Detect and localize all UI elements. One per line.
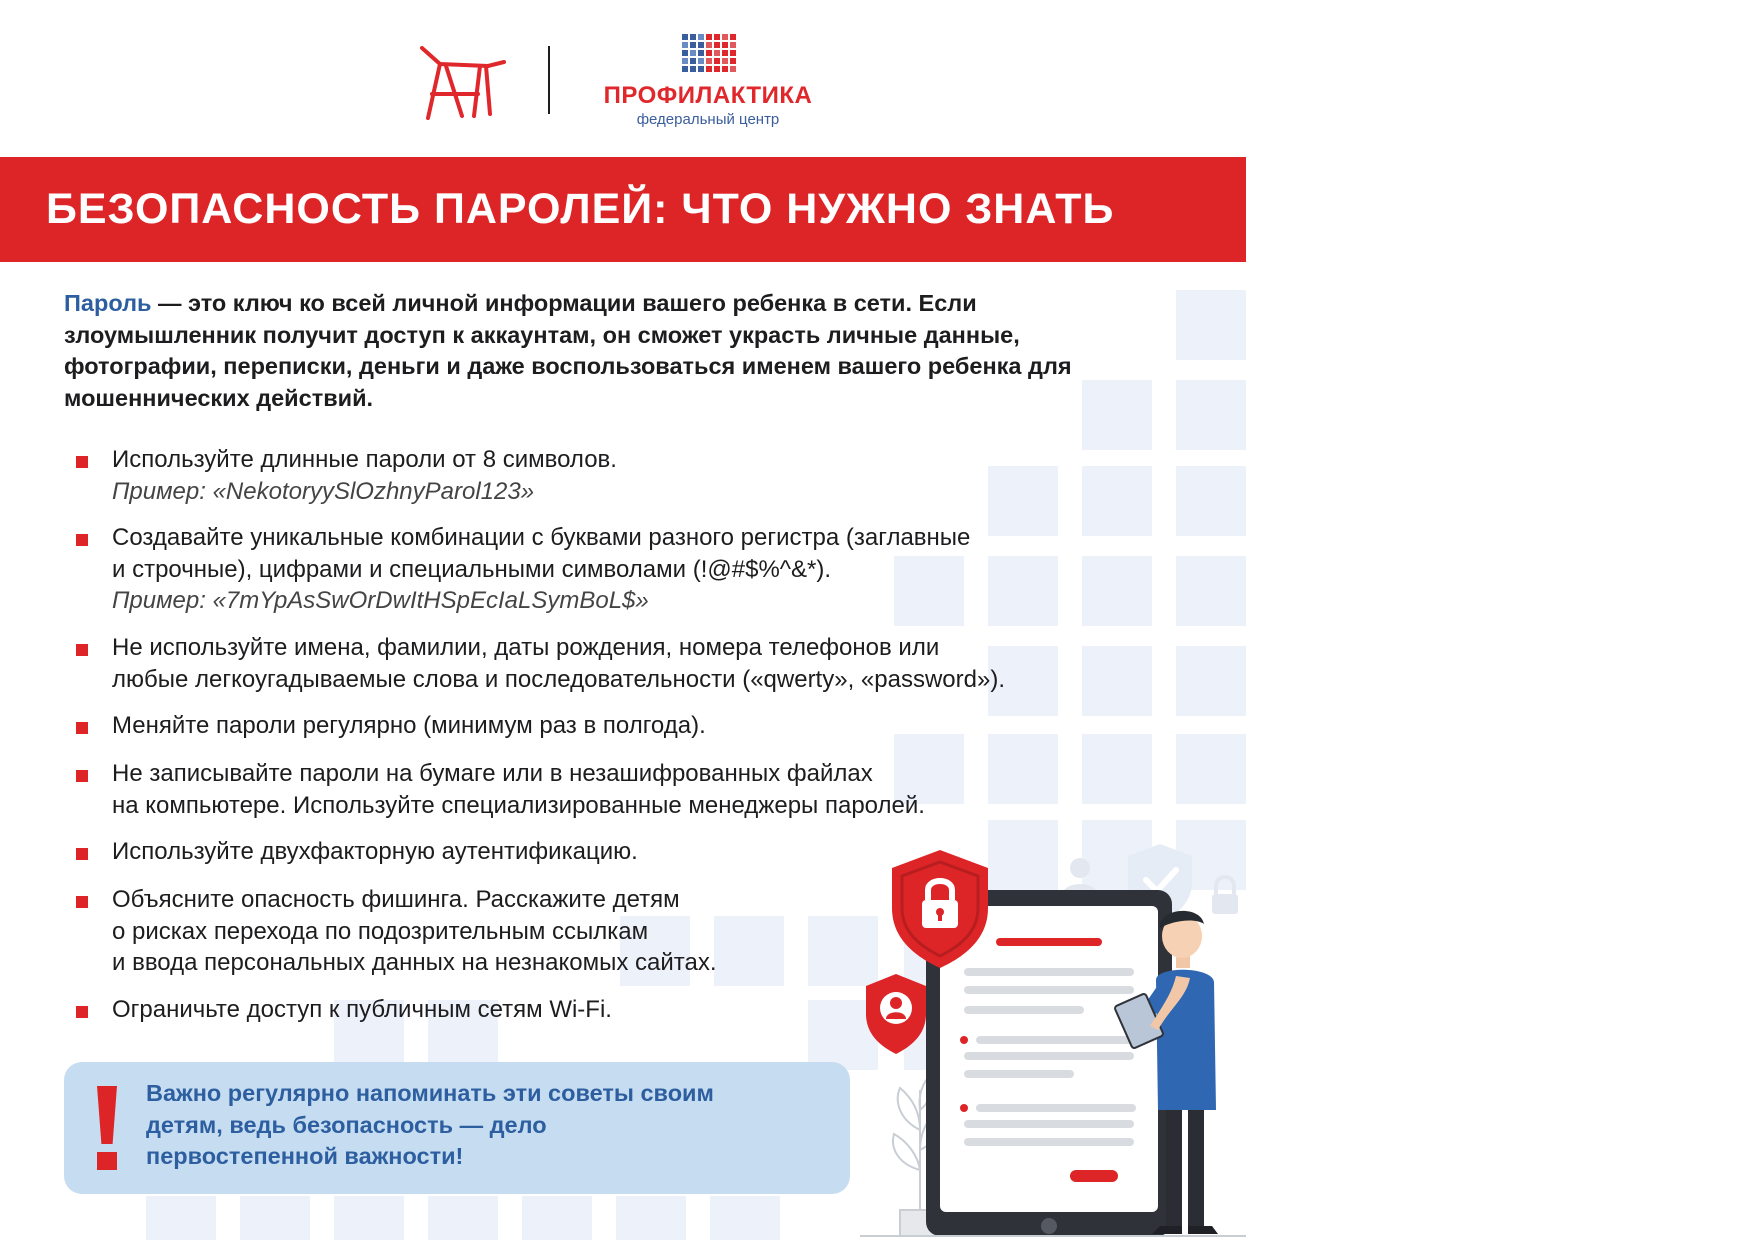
intro-text: — это ключ ко всей личной информации вашего ребенка в сети. Если злоумышленник получит доступ к аккаунтам, он сможет украсть личные данные, фотографии, переписки, деньги и даже воспользоваться именем вашего ребенка для мошеннических действий. <box>64 290 1072 411</box>
intro-paragraph <box>64 288 1174 414</box>
tip-text: Создавайте уникальные комбинации с буквами разного регистра (заглавные и строчные), цифрами и специальными символами (!@#$%^&*). <box>112 524 971 583</box>
tip-text: Объясните опасность фишинга. Расскажите детям о рисках перехода по подозрительным ссылкам и ввода персональных данных на незнакомых сайтах. <box>112 886 717 976</box>
tip-text: Не записывайте пароли на бумаге или в незашифрованных файлах на компьютере. Используйте специализированные менеджеры паролей. <box>112 760 925 819</box>
logo-subtitle: федеральный центр <box>636 111 780 128</box>
bullet-square <box>76 1006 88 1018</box>
bullet-square <box>76 534 88 546</box>
intro-keyword: Пароль <box>64 290 152 316</box>
bullet-square <box>76 722 88 734</box>
bullet-square <box>76 896 88 908</box>
page-title: БЕЗОПАСНОСТЬ ПАРОЛЕЙ: ЧТО НУЖНО ЗНАТЬ <box>46 185 1115 233</box>
shield-user-icon <box>866 974 926 1054</box>
bullet-square <box>76 770 88 782</box>
exclamation-icon <box>94 1086 120 1170</box>
bullet-square <box>76 848 88 860</box>
callout-text: Важно регулярно напоминать эти советы своим детям, ведь безопасность — дело первостепенной важности! <box>146 1080 714 1169</box>
horse-logo-icon <box>418 44 508 120</box>
tip-text: Используйте длинные пароли от 8 символов. <box>112 446 617 473</box>
profilaktika-grid-icon <box>682 34 736 72</box>
tip-example: Пример: «NekotoryySlOzhnyParol123» <box>112 477 535 505</box>
security-illustration <box>860 830 1246 1240</box>
logo-title: ПРОФИЛАКТИКА <box>603 82 813 109</box>
tip-example: Пример: «7mYpAsSwOrDwItHSpEcIaLSymBoL$» <box>112 587 649 614</box>
bullet-square <box>76 644 88 656</box>
tip-text: Используйте двухфакторную аутентификацию. <box>112 838 638 865</box>
tip-text: Ограничьте доступ к публичным сетям Wi-Fi. <box>112 996 612 1023</box>
lock-faint-icon <box>1212 877 1238 914</box>
logo-divider <box>548 46 550 114</box>
tip-text: Не используйте имена, фамилии, даты рождения, номера телефонов или любые легкоугадываемые слова и последовательности («qwerty», «password»). <box>112 634 1005 693</box>
bullet-square <box>76 456 88 468</box>
tip-text: Меняйте пароли регулярно (минимум раз в полгода). <box>112 712 706 739</box>
title-banner <box>0 157 1246 262</box>
header <box>0 0 1246 156</box>
reminder-callout <box>64 1062 850 1194</box>
